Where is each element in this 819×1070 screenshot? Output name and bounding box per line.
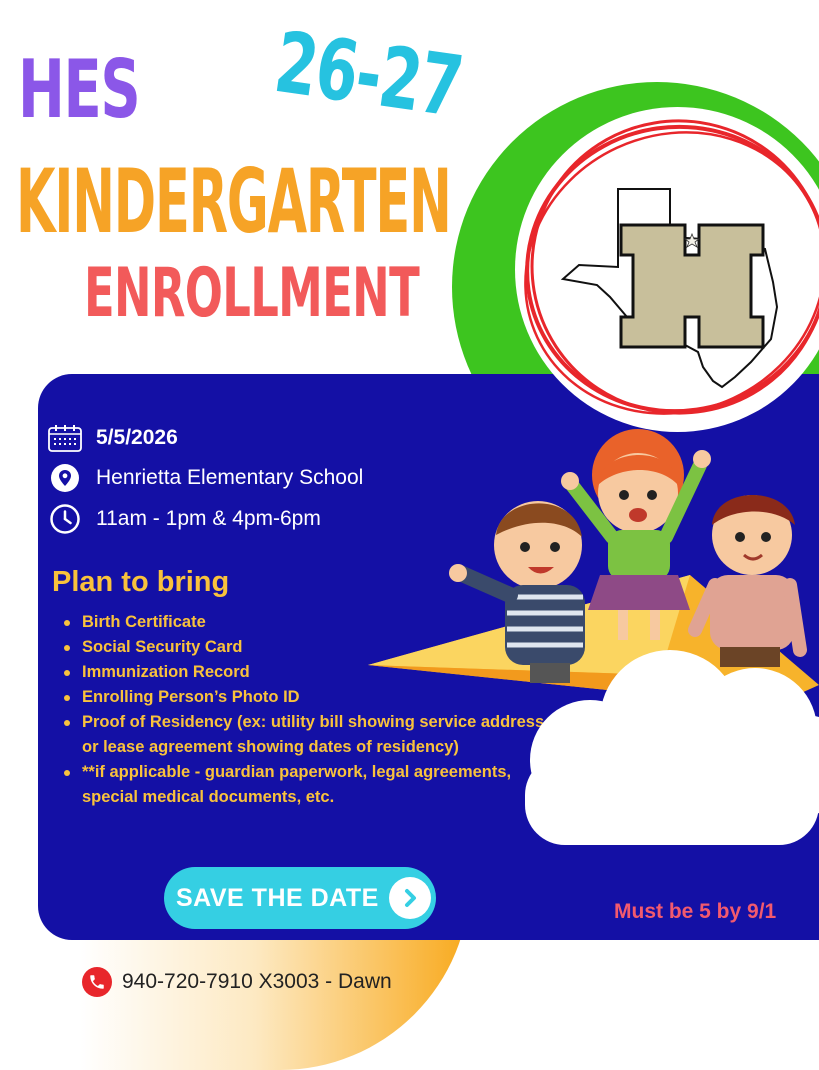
calendar-icon [48,423,82,453]
event-location: Henrietta Elementary School [96,466,364,489]
event-title: ENROLLMENT [84,254,420,333]
list-item: Proof of Residency (ex: utility bill showing service address or lease agreement showing dates of residency) [60,710,545,760]
plan-title: Plan to bring [52,566,230,598]
save-the-date-label: SAVE THE DATE [176,883,379,912]
chevron-right-icon [389,877,431,919]
date-row [48,423,178,453]
location-pin-icon [48,463,82,493]
list-item: Immunization Record [60,660,545,685]
event-date: 5/5/2026 [96,426,178,449]
hes-texas-logo-icon [515,107,819,432]
list-item: Enrolling Person’s Photo ID [60,685,545,710]
phone-icon [82,967,112,997]
contact-row [82,967,392,997]
program-title: KINDERGARTEN [16,150,451,253]
school-year: 26-27 [269,13,468,137]
time-row [48,504,321,534]
list-item: Birth Certificate [60,610,545,635]
school-title: HES [18,43,140,136]
age-requirement: Must be 5 by 9/1 [614,900,777,923]
location-row [48,463,363,493]
event-time: 11am - 1pm & 4pm-6pm [96,507,321,530]
save-the-date-button[interactable] [164,867,436,929]
clock-icon [48,504,82,534]
contact-phone[interactable]: 940-720-7910 X3003 - Dawn [122,970,392,993]
list-item: **if applicable - guardian paperwork, legal agreements, special medical documents, etc. [60,760,545,810]
list-item: Social Security Card [60,635,545,660]
kids-paper-plane-illustration [360,425,819,860]
